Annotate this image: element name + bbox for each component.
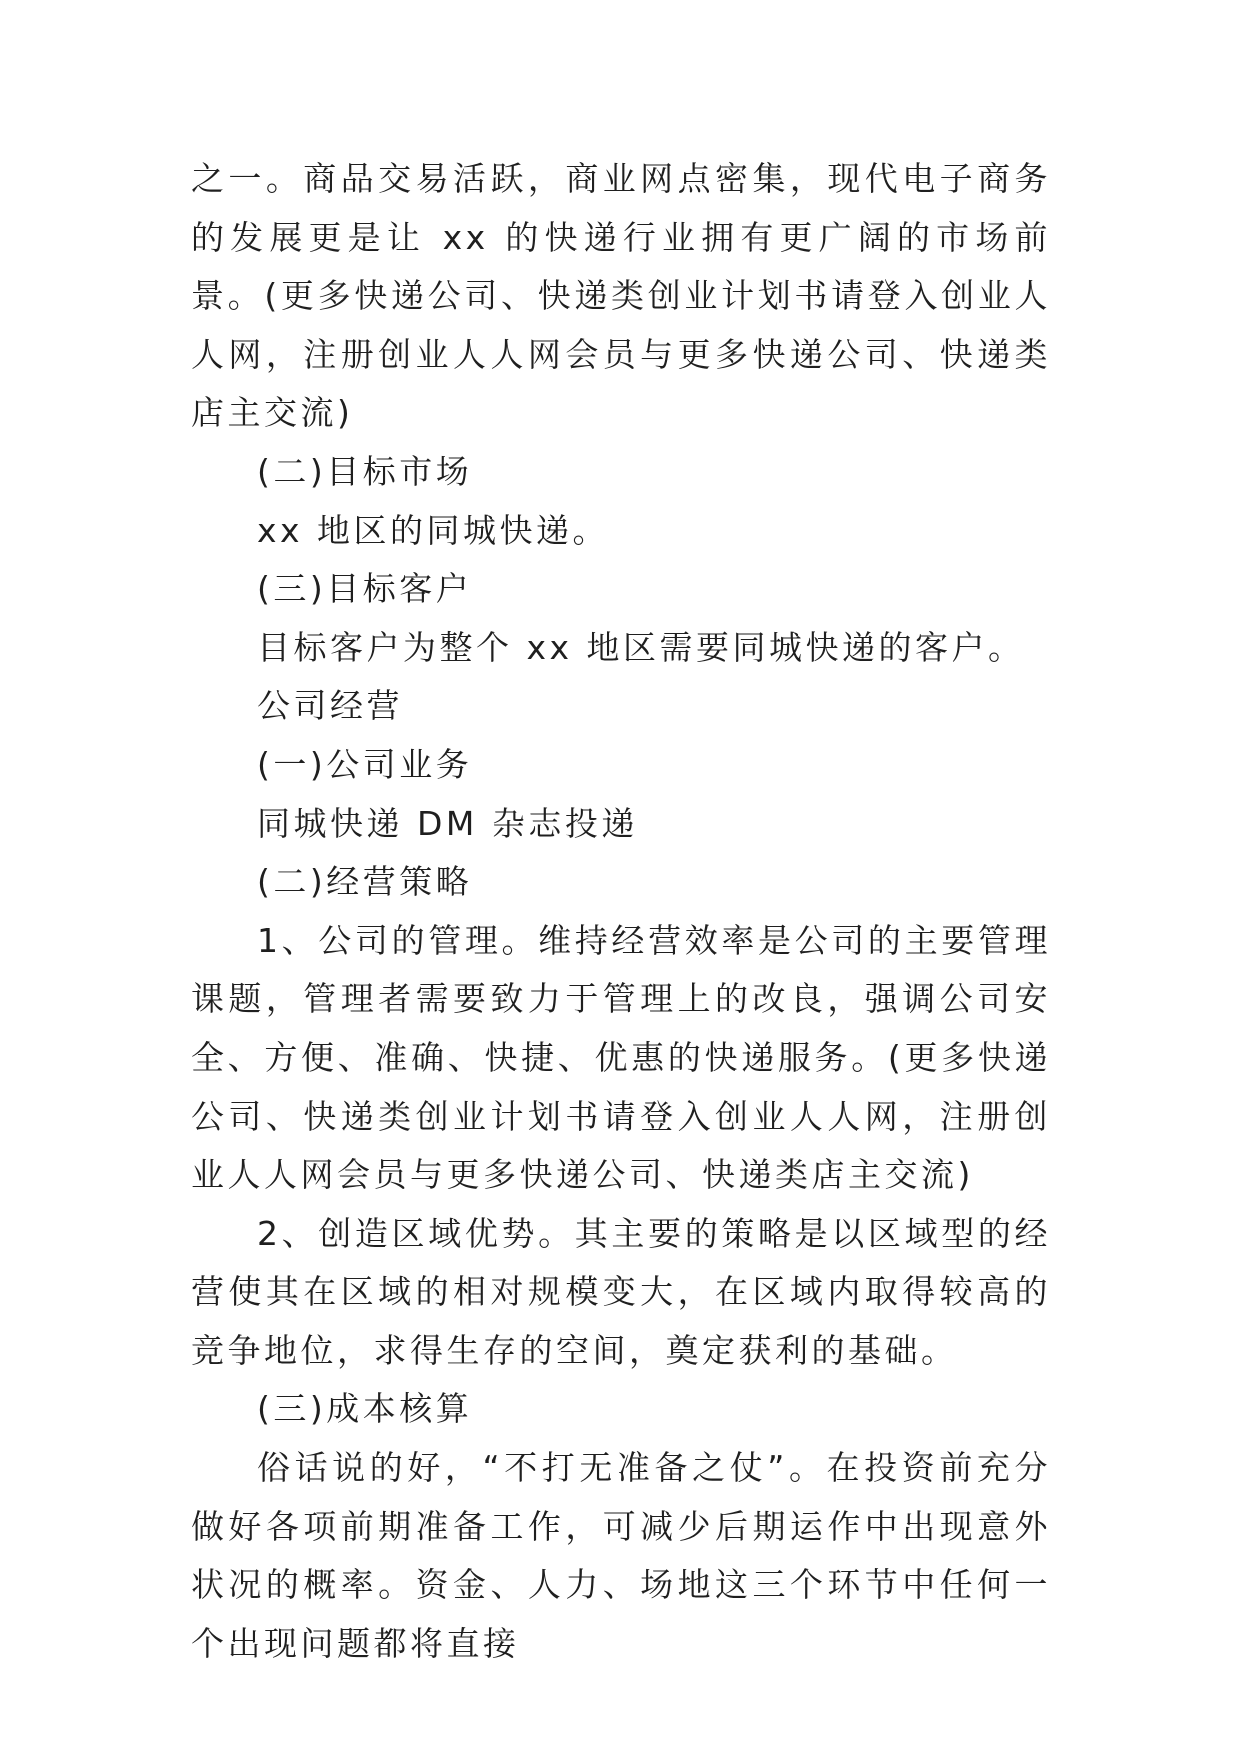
heading-target-customers: (三)目标客户 <box>257 569 473 609</box>
paragraph-target-market: xx 地区的同城快递。 <box>257 510 610 550</box>
heading-target-market: (二)目标市场 <box>257 451 473 491</box>
paragraph-strategy-regional: 2、创造区域优势。其主要的策略是以区域型的经营使其在区域的相对规模变大，在区域内取得较高的竞争地位，求得生存的空间，奠定获利的基础。 <box>191 1213 1051 1370</box>
heading-company-operations: 公司经营 <box>257 686 403 726</box>
heading-business-strategy: (二)经营策略 <box>257 862 473 902</box>
paragraph-strategy-management: 1、公司的管理。维持经营效率是公司的主要管理课题，管理者需要致力于管理上的改良，强调公司安全、方便、准确、快捷、优惠的快递服务。(更多快递公司、快递类创业计划书请登入创业人人网，注册创业人人网会员与更多快递公司、快递类店主交流) <box>191 920 1051 1195</box>
heading-cost-accounting: (三)成本核算 <box>257 1389 473 1429</box>
paragraph-market-outlook: 之一。商品交易活跃，商业网点密集，现代电子商务的发展更是让 xx 的快递行业拥有更广阔的市场前景。(更多快递公司、快递类创业计划书请登入创业人人网，注册创业人人网会员与更多快递公司、快递类店主交流) <box>191 159 1051 433</box>
document-body <box>191 150 1051 1673</box>
paragraph-cost-accounting: 俗话说的好，“不打无准备之仗”。在投资前充分做好各项前期准备工作，可减少后期运作中出现意外状况的概率。资金、人力、场地这三个环节中任何一个出现问题都将直接 <box>191 1448 1051 1663</box>
paragraph-target-customers: 目标客户为整个 xx 地区需要同城快递的客户。 <box>257 627 1025 667</box>
paragraph-company-business: 同城快递 DM 杂志投递 <box>257 803 638 843</box>
heading-company-business: (一)公司业务 <box>257 744 473 784</box>
